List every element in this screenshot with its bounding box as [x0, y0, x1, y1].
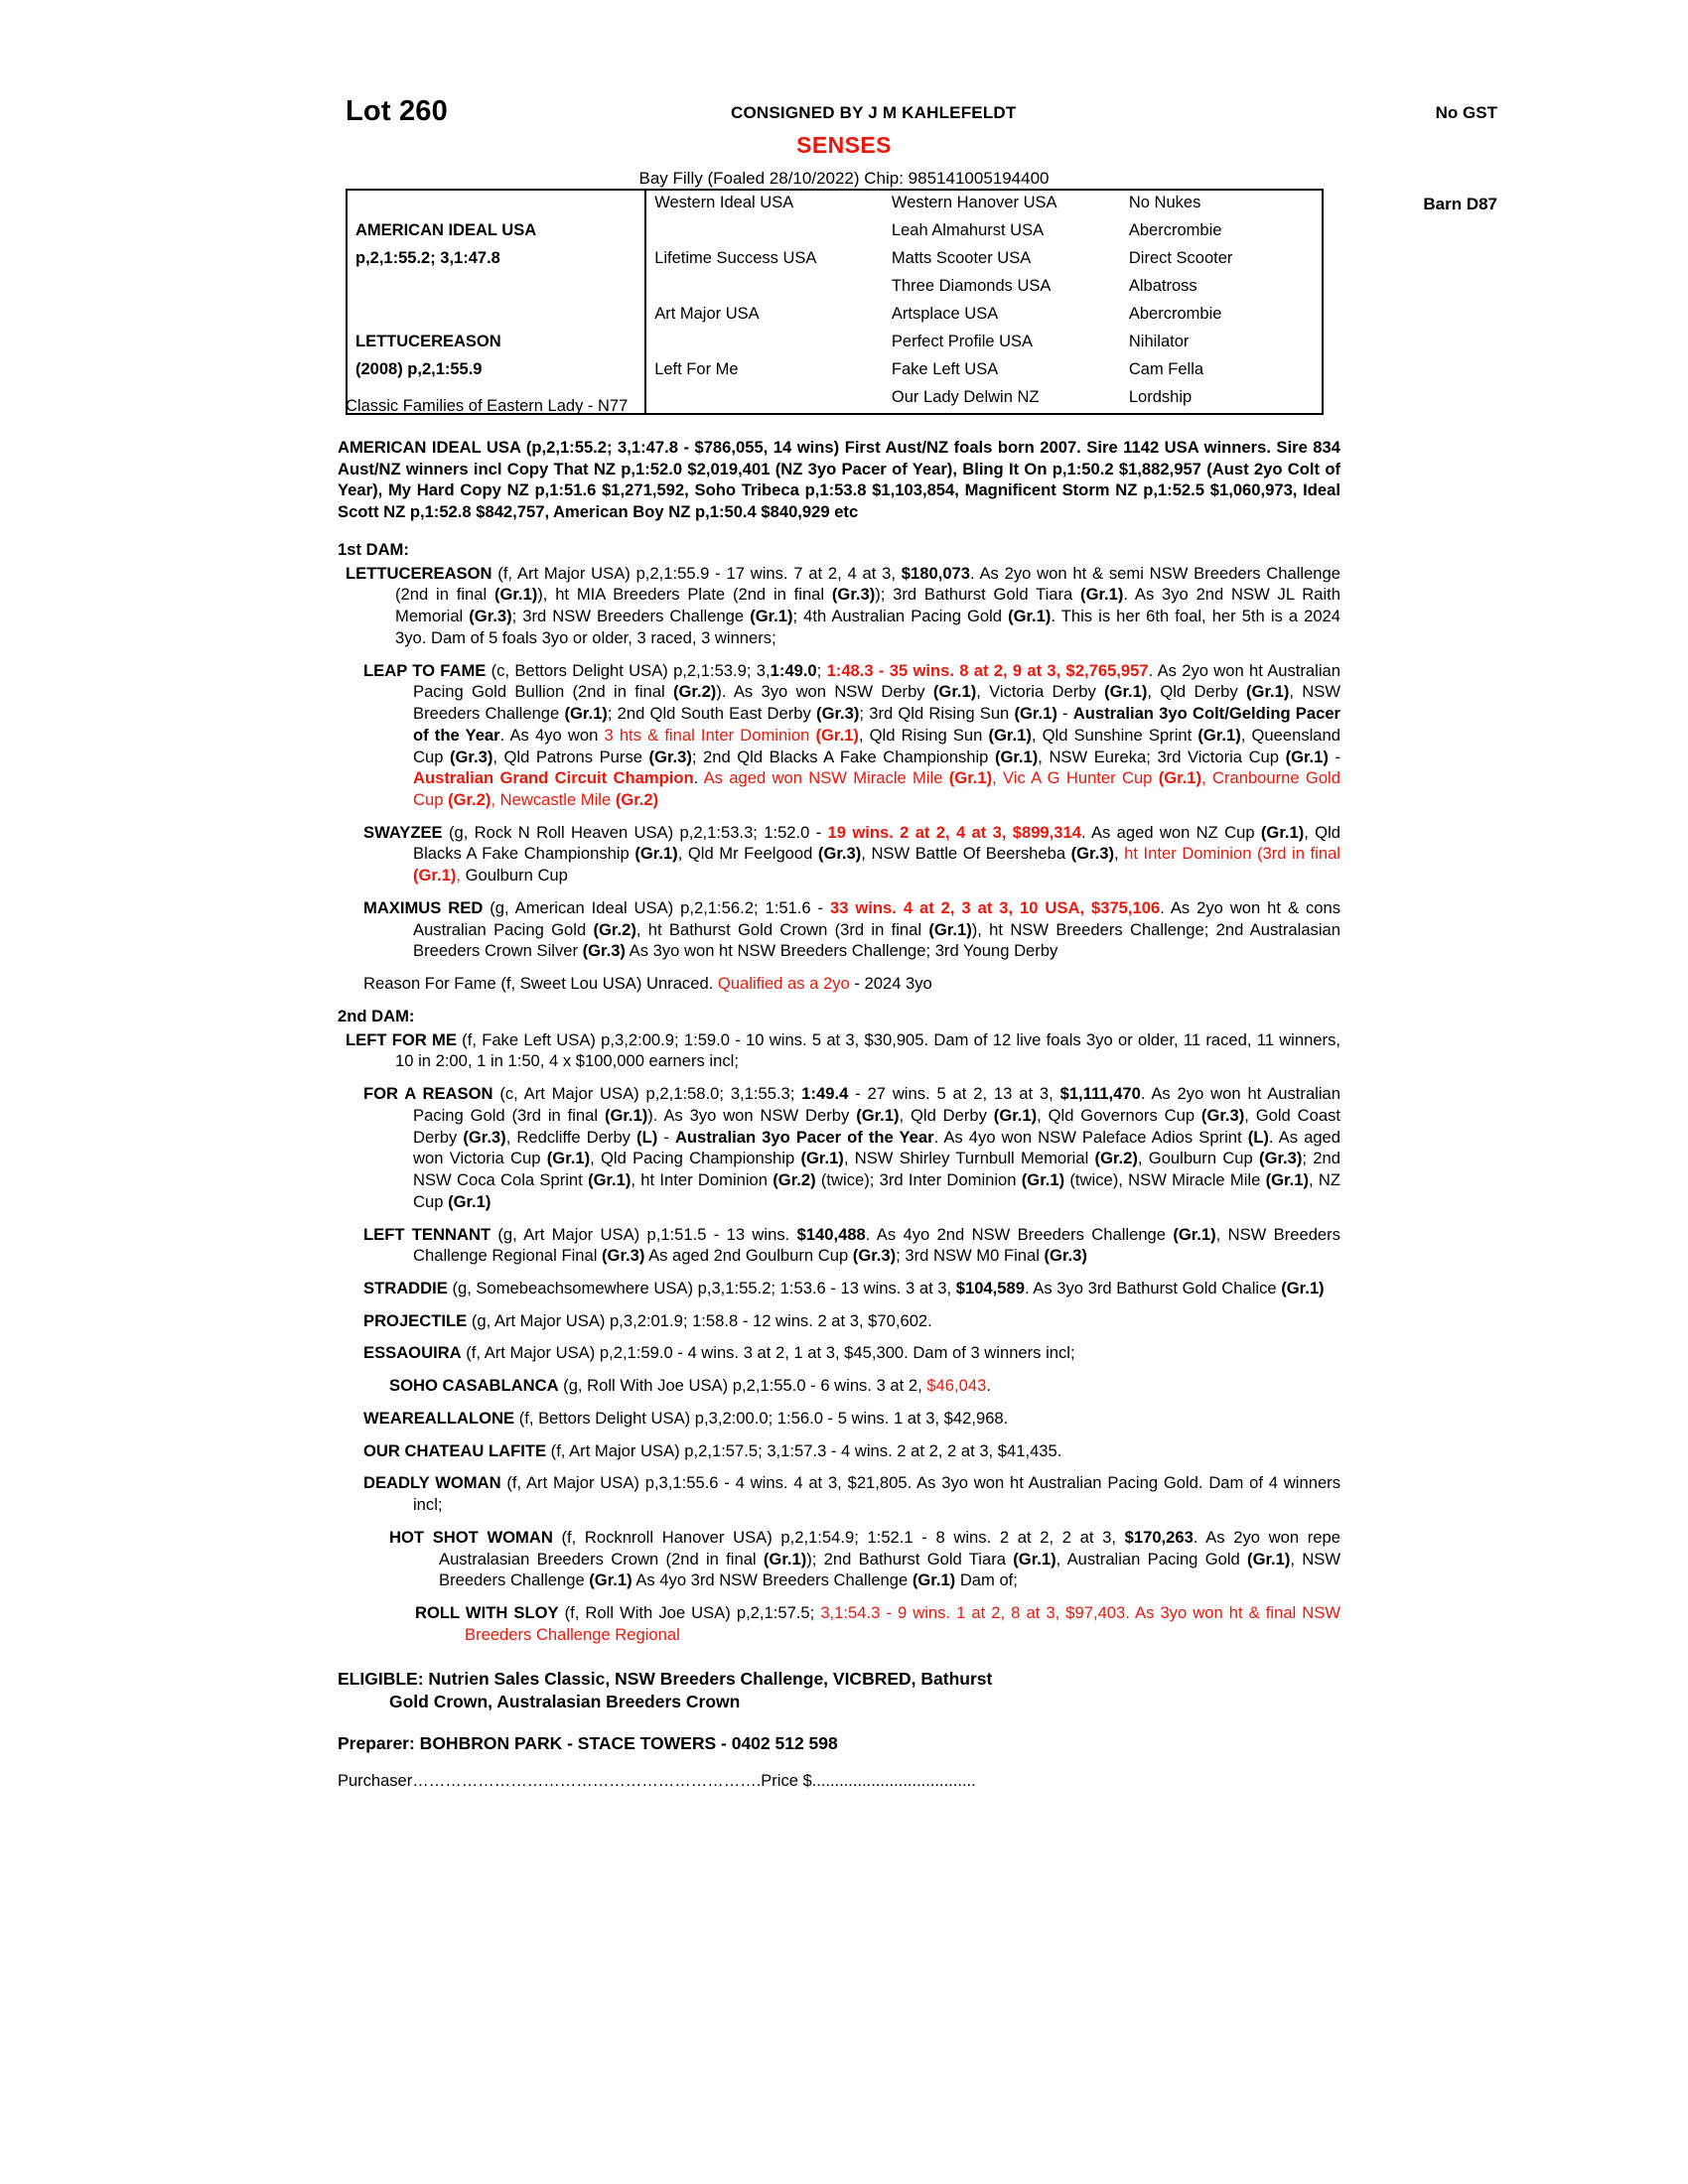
pedigree-cell: Nihilator	[1128, 333, 1190, 350]
pedigree-cell-sire	[348, 191, 645, 218]
pedigree-cell: Perfect Profile USA	[891, 333, 1034, 350]
pedigree-cell: Cam Fella	[1128, 360, 1204, 378]
progeny-entry-swayzee: SWAYZEE (g, Rock N Roll Heaven USA) p,2,1:53.3; 1:52.0 - 19 wins. 2 at 2, 4 at 3, $899,314. As aged won NZ Cup (Gr.1), Qld Blacks A Fake Championship (Gr.1), Qld Mr Feelgood (Gr.3), NSW Battle Of Beersheba (Gr.3), ht Inter Dominion (3rd in final (Gr.1), Goulburn Cup	[363, 822, 1341, 886]
progeny-entry-weareallalone: WEAREALLALONE (f, Bettors Delight USA) p,3,2:00.0; 1:56.0 - 5 wins. 1 at 3, $42,968.	[363, 1408, 1009, 1428]
progeny-entry-our-chateau-lafite: OUR CHATEAU LAFITE (f, Art Major USA) p,2,1:57.5; 3,1:57.3 - 4 wins. 2 at 2, 2 at 3, $41,435.	[363, 1440, 1062, 1460]
barn-number: Barn D87	[1423, 195, 1497, 213]
preparer-line: Preparer: BOHBRON PARK - STACE TOWERS - 0402 512 598	[338, 1732, 838, 1753]
table-row	[348, 274, 1322, 302]
pedigree-cell: Lordship	[1128, 388, 1193, 406]
progeny-entry-leap-to-fame: LEAP TO FAME (c, Bettors Delight USA) p,2,1:53.9; 3,1:49.0; 1:48.3 - 35 wins. 8 at 2, 9 at 3, $2,765,957. As 2yo won ht Australian Pacing Gold Bullion (2nd in final (Gr.2)). As 3yo won NSW Derby (Gr.1), Victoria Derby (Gr.1), Qld Derby (Gr.1), NSW Breeders Challenge (Gr.1); 2nd Qld South East Derby (Gr.3); 3rd Qld Rising Sun (Gr.1) - Australian 3yo Colt/Gelding Pacer of the Year. As 4yo won 3 hts & final Inter Dominion (Gr.1), Qld Rising Sun (Gr.1), Qld Sunshine Sprint (Gr.1), Queensland Cup (Gr.3), Qld Patrons Purse (Gr.3); 2nd Qld Blacks A Fake Championship (Gr.1), NSW Eureka; 3rd Victoria Cup (Gr.1) - Australian Grand Circuit Champion. As aged won NSW Miracle Mile (Gr.1), Vic A G Hunter Cup (Gr.1), Cranbourne Gold Cup (Gr.2), Newcastle Mile (Gr.2)	[363, 660, 1341, 810]
second-dam-heading: 2nd DAM:	[338, 1006, 415, 1025]
progeny-entry-deadly-woman: DEADLY WOMAN (f, Art Major USA) p,3,1:55.6 - 4 wins. 4 at 3, $21,805. As 3yo won ht Australian Pacing Gold. Dam of 4 winners incl;	[363, 1473, 1340, 1515]
table-row	[348, 191, 1322, 218]
lot-number: Lot 260	[346, 95, 448, 127]
table-row	[348, 330, 1322, 357]
pedigree-cell: Direct Scooter	[1128, 249, 1233, 267]
table-row	[348, 218, 1322, 246]
progeny-entry-soho-casablanca: SOHO CASABLANCA (g, Roll With Joe USA) p,2,1:55.0 - 6 wins. 3 at 2, $46,043.	[389, 1376, 991, 1396]
sire-paragraph: AMERICAN IDEAL USA (p,2,1:55.2; 3,1:47.8 - $786,055, 14 wins) First Aust/NZ foals born 2007. Sire 1142 USA winners. Sire 834 Aust/NZ winners incl Copy That NZ p,1:52.0 $2,019,401 (NZ 3yo Pacer of Year), Bling It On p,1:50.2 $1,882,957 (Aust 2yo Colt of Year), My Hard Copy NZ p,1:51.6 $1,271,592, Soho Tribeca p,1:53.8 $1,103,854, Magnificent Storm NZ p,1:52.5 $1,060,973, Ideal Scott NZ p,1:52.8 $842,757, American Boy NZ p,1:50.4 $840,929 etc	[338, 438, 1340, 522]
first-dam-heading: 1st DAM:	[338, 539, 409, 559]
gst-status: No GST	[1435, 103, 1497, 122]
eligible-line-2: Gold Crown, Australasian Breeders Crown	[389, 1692, 741, 1712]
pedigree-cell: Albatross	[1128, 277, 1197, 295]
purchaser-line: Purchaser……………………………………………………….Price $....................................	[338, 1771, 976, 1790]
pedigree-cell: Art Major USA	[654, 305, 760, 323]
pedigree-cell: Our Lady Delwin NZ	[891, 388, 1040, 406]
classic-families-line: Classic Families of Eastern Lady - N77	[346, 397, 629, 415]
pedigree-cell: Left For Me	[654, 360, 739, 378]
table-row	[348, 357, 1322, 385]
pedigree-cell	[645, 330, 884, 357]
pedigree-cell	[645, 385, 884, 413]
pedigree-body	[338, 437, 1340, 1792]
pedigree-cell: Leah Almahurst USA	[891, 221, 1045, 239]
pedigree-cell	[645, 274, 884, 302]
pedigree-cell: Artsplace USA	[891, 305, 999, 323]
table-row	[348, 302, 1322, 330]
pedigree-cell: Western Hanover USA	[891, 194, 1057, 211]
pedigree-cell-sire: p,2,1:55.2; 3,1:47.8	[348, 246, 645, 274]
progeny-entry-reason-for-fame: Reason For Fame (f, Sweet Lou USA) Unraced. Qualified as a 2yo - 2024 3yo	[363, 974, 932, 994]
eligible-line-1: ELIGIBLE: Nutrien Sales Classic, NSW Breeders Challenge, VICBRED, Bathurst	[338, 1668, 993, 1689]
pedigree-cell: Fake Left USA	[891, 360, 999, 378]
pedigree-cell: Three Diamonds USA	[891, 277, 1052, 295]
pedigree-cell: Abercrombie	[1128, 221, 1222, 239]
table-row	[348, 246, 1322, 274]
horse-name: SENSES	[796, 132, 892, 158]
progeny-entry-hot-shot-woman: HOT SHOT WOMAN (f, Rocknroll Hanover USA) p,2,1:54.9; 1:52.1 - 8 wins. 2 at 2, 2 at 3, $170,263. As 2yo won repe Australasian Breeders Crown (2nd in final (Gr.1)); 2nd Bathurst Gold Tiara (Gr.1), Australian Pacing Gold (Gr.1), NSW Breeders Challenge (Gr.1) As 4yo 3rd NSW Breeders Challenge (Gr.1) Dam of;	[389, 1527, 1341, 1590]
progeny-entry-roll-with-sloy: ROLL WITH SLOY (f, Roll With Joe USA) p,2,1:57.5; 3,1:54.3 - 9 wins. 1 at 2, 8 at 3, $97,403. As 3yo won ht & final NSW Breeders Challenge Regional	[415, 1603, 1341, 1644]
pedigree-cell-dam: LETTUCEREASON	[348, 330, 645, 357]
pedigree-cell: Abercrombie	[1128, 305, 1222, 323]
pedigree-cell: Western Ideal USA	[654, 194, 794, 211]
pedigree-cell-sire: AMERICAN IDEAL USA	[348, 218, 645, 246]
pedigree-table	[346, 189, 1324, 415]
eligible-block	[338, 1668, 1340, 1714]
pedigree-cell-dam: (2008) p,2,1:55.9	[348, 357, 645, 385]
progeny-entry-maximus-red: MAXIMUS RED (g, American Ideal USA) p,2,1:56.2; 1:51.6 - 33 wins. 4 at 2, 3 at 3, 10 USA, $375,106. As 2yo won ht & cons Australian Pacing Gold (Gr.2), ht Bathurst Gold Crown (3rd in final (Gr.1)), ht NSW Breeders Challenge; 2nd Australasian Breeders Crown Silver (Gr.3) As 3yo won ht NSW Breeders Challenge; 3rd Young Derby	[363, 897, 1341, 961]
progeny-entry-for-a-reason: FOR A REASON (c, Art Major USA) p,2,1:58.0; 3,1:55.3; 1:49.4 - 27 wins. 5 at 2, 13 at 3, $1,111,470. As 2yo won ht Australian Pacing Gold (3rd in final (Gr.1)). As 3yo won NSW Derby (Gr.1), Qld Derby (Gr.1), Qld Governors Cup (Gr.3), Gold Coast Derby (Gr.3), Redcliffe Derby (L) - Australian 3yo Pacer of the Year. As 4yo won NSW Paleface Adios Sprint (L). As aged won Victoria Cup (Gr.1), Qld Pacing Championship (Gr.1), NSW Shirley Turnbull Memorial (Gr.2), Goulburn Cup (Gr.3); 2nd NSW Coca Cola Sprint (Gr.1), ht Inter Dominion (Gr.2) (twice); 3rd Inter Dominion (Gr.1) (twice), NSW Miracle Mile (Gr.1), NZ Cup (Gr.1)	[363, 1084, 1341, 1211]
pedigree-cell: No Nukes	[1128, 194, 1201, 211]
horse-description: Bay Filly (Foaled 28/10/2022) Chip: 985141005194400	[638, 169, 1050, 188]
progeny-entry-straddie: STRADDIE (g, Somebeachsomewhere USA) p,3,1:55.2; 1:53.6 - 13 wins. 3 at 3, $104,589. As 3yo 3rd Bathurst Gold Chalice (Gr.1)	[363, 1278, 1325, 1297]
progeny-entry-essaouira: ESSAOUIRA (f, Art Major USA) p,2,1:59.0 - 4 wins. 3 at 2, 1 at 3, $45,300. Dam of 3 winners incl;	[363, 1343, 1075, 1363]
pedigree-cell-sire	[348, 274, 645, 302]
consignor-line: CONSIGNED BY J M KAHLEFELDT	[731, 103, 1017, 122]
progeny-entry-projectile: PROJECTILE (g, Art Major USA) p,3,2:01.9; 1:58.8 - 12 wins. 2 at 3, $70,602.	[363, 1310, 932, 1330]
pedigree-cell: Matts Scooter USA	[891, 249, 1032, 267]
dam-entry-left-for-me: LEFT FOR ME (f, Fake Left USA) p,3,2:00.9; 1:59.0 - 10 wins. 5 at 3, $30,905. Dam of 12 live foals 3yo or older, 11 raced, 11 winners, 10 in 2:00, 1 in 1:50, 4 x $100,000 earners incl;	[346, 1029, 1340, 1071]
pedigree-cell: Lifetime Success USA	[654, 249, 817, 267]
dam-entry-lettucereason: LETTUCEREASON (f, Art Major USA) p,2,1:55.9 - 17 wins. 7 at 2, 4 at 3, $180,073. As 2yo won ht & semi NSW Breeders Challenge (2nd in final (Gr.1)), ht MIA Breeders Plate (2nd in final (Gr.3)); 3rd Bathurst Gold Tiara (Gr.1). As 3yo 2nd NSW JL Raith Memorial (Gr.3); 3rd NSW Breeders Challenge (Gr.1); 4th Australian Pacing Gold (Gr.1). This is her 6th foal, her 5th is a 2024 3yo. Dam of 5 foals 3yo or older, 3 raced, 3 winners;	[346, 563, 1341, 647]
pedigree-cell	[645, 218, 884, 246]
pedigree-cell-dam	[348, 302, 645, 330]
progeny-entry-left-tennant: LEFT TENNANT (g, Art Major USA) p,1:51.5 - 13 wins. $140,488. As 4yo 2nd NSW Breeders Challenge (Gr.1), NSW Breeders Challenge Regional Final (Gr.3) As aged 2nd Goulburn Cup (Gr.3); 3rd NSW M0 Final (Gr.3)	[363, 1224, 1340, 1266]
